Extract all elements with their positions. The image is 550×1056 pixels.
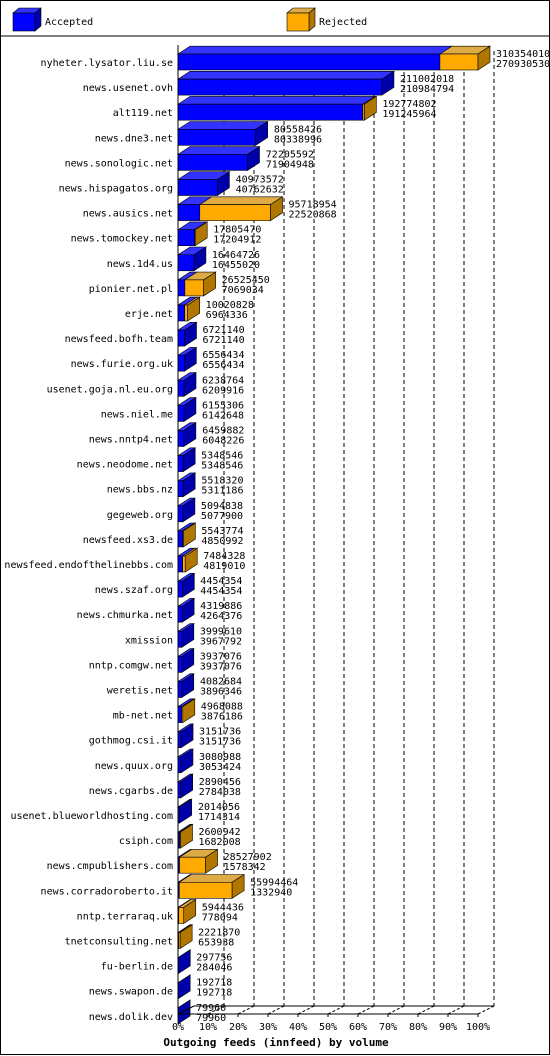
y-category-label: news.niel.me: [101, 409, 173, 420]
y-category-label: news.1d4.us: [107, 259, 173, 270]
legend-label-accepted: Accepted: [45, 17, 93, 28]
y-category-label: news.cgarbs.de: [89, 786, 173, 797]
value-label-offered: 2890456: [199, 777, 241, 788]
grid-floor-30: [268, 1006, 284, 1014]
value-label-accepted: 4819010: [203, 561, 245, 572]
bar-accepted-side: [181, 724, 193, 748]
value-label-accepted: 192718: [196, 988, 232, 999]
bar-accepted-side: [180, 799, 192, 823]
bar-group-newsfeed.endofthelinebbs.com: [178, 548, 197, 572]
bar-rejected: [185, 280, 204, 296]
value-label-offered: 40973572: [236, 175, 284, 186]
value-label-accepted: 6142648: [202, 410, 244, 421]
bar-accepted: [178, 280, 185, 296]
legend-swatch-accepted: [13, 13, 35, 31]
value-label-offered: 3151736: [199, 727, 241, 738]
bar-group-csiph.com: [178, 824, 193, 848]
bar-accepted: [178, 79, 382, 95]
bar-accepted: [178, 104, 363, 120]
x-tick-label: 30%: [259, 1022, 277, 1033]
bar-rejected: [440, 54, 478, 70]
y-category-label: newsfeed.endofthelinebbs.com: [4, 560, 173, 571]
x-tick-label: 80%: [409, 1022, 427, 1033]
x-tick-label: 60%: [349, 1022, 367, 1033]
y-category-label: alt119.net: [113, 108, 173, 119]
bar-accepted: [178, 506, 183, 522]
value-label-offered: 26525450: [222, 275, 270, 286]
y-category-label: nntp.comgw.net: [89, 660, 173, 671]
bar-group-xmission: [178, 624, 194, 648]
value-label-accepted: 653938: [198, 938, 234, 949]
y-category-label: fu-berlin.de: [101, 962, 173, 973]
value-label-accepted: 79960: [196, 1013, 226, 1024]
value-label-accepted: 3937076: [200, 661, 242, 672]
y-category-label: gothmog.csi.it: [89, 736, 173, 747]
y-category-label: news.nntp4.net: [89, 435, 173, 446]
bar-accepted: [178, 355, 184, 371]
bar-accepted-top: [178, 96, 375, 104]
feed-volume-chart: [1, 1, 550, 1056]
value-label-offered: 5094838: [201, 501, 243, 512]
value-label-accepted: 22520868: [289, 210, 337, 221]
bar-rejected-side: [180, 925, 192, 949]
x-tick-label: 20%: [229, 1022, 247, 1033]
bar-rejected-side: [181, 824, 193, 848]
legend: [1, 8, 550, 36]
value-label-offered: 4454354: [200, 576, 242, 587]
y-category-label: news.hispagatos.org: [59, 184, 173, 195]
value-label-offered: 6721140: [202, 325, 244, 336]
bar-group-news.hispagatos.org: [178, 172, 229, 196]
value-label-accepted: 1332940: [250, 887, 292, 898]
value-label-offered: 6155306: [202, 400, 244, 411]
bar-group-nntp.comgw.net: [178, 649, 194, 673]
bar-rejected: [183, 556, 186, 572]
bar-accepted: [178, 180, 217, 196]
y-category-label: news.usenet.ovh: [83, 83, 173, 94]
x-tick-label: 50%: [319, 1022, 337, 1033]
bar-accepted: [178, 154, 248, 170]
value-label-accepted: 4850992: [201, 536, 243, 547]
bar-accepted: [178, 255, 194, 271]
bar-group-newsfeed.xs3.de: [178, 523, 195, 547]
grid-floor-40: [298, 1006, 314, 1014]
bar-group-weretis.net: [178, 674, 194, 698]
value-label-offered: 5944436: [202, 902, 244, 913]
grid-floor-80: [418, 1006, 434, 1014]
bar-rejected: [180, 857, 206, 873]
value-label-offered: 6556434: [202, 350, 244, 361]
x-tick-label: 90%: [439, 1022, 457, 1033]
value-label-offered: 2221870: [198, 928, 240, 939]
bar-group-alt119.net: [178, 96, 376, 120]
bar-accepted: [178, 230, 195, 246]
value-label-offered: 3080988: [199, 752, 241, 763]
value-label-accepted: 3053424: [199, 762, 241, 773]
bar-group-news.ausics.net: [178, 197, 283, 221]
y-category-label: news.quux.org: [95, 761, 173, 772]
bar-accepted: [178, 129, 256, 145]
value-label-accepted: 3967792: [200, 636, 242, 647]
bar-accepted: [178, 405, 184, 421]
bar-accepted: [178, 531, 183, 547]
value-label-offered: 16464726: [212, 250, 260, 261]
value-label-offered: 79960: [196, 1003, 226, 1014]
x-tick-label: 40%: [289, 1022, 307, 1033]
y-category-label: newsfeed.xs3.de: [83, 535, 173, 546]
bar-group-news.corradoroberto.it: [178, 875, 244, 899]
labels: [4, 49, 550, 1024]
y-category-label: nntp.terraraq.uk: [77, 911, 173, 922]
bar-group-news.furie.org.uk: [178, 347, 196, 371]
bar-rejected: [200, 205, 271, 221]
value-label-accepted: 191245964: [382, 109, 436, 120]
y-category-label: news.tomockey.net: [71, 234, 173, 245]
value-label-accepted: 7069034: [222, 285, 264, 296]
bar-accepted-side: [182, 649, 194, 673]
bar-accepted-side: [178, 950, 190, 974]
value-label-offered: 297756: [196, 953, 232, 964]
value-label-offered: 4968088: [201, 702, 243, 713]
value-label-offered: 80558426: [274, 124, 322, 135]
value-label-accepted: 5311186: [201, 486, 243, 497]
bar-accepted-side: [178, 975, 190, 999]
x-tick-label: 100%: [466, 1022, 490, 1033]
value-label-accepted: 4264376: [200, 611, 242, 622]
bar-group-news.cmpublishers.com: [178, 849, 218, 873]
bar-accepted-side: [181, 774, 193, 798]
bar-accepted: [178, 631, 182, 647]
bar-group-usenet.blueworldhosting.com: [178, 799, 192, 823]
y-category-label: news.sonologic.net: [65, 158, 173, 169]
value-label-accepted: 80338996: [274, 134, 322, 145]
bar-group-usenet.goja.nl.eu.org: [178, 373, 196, 397]
y-category-label: usenet.blueworldhosting.com: [10, 811, 173, 822]
value-label-accepted: 6964336: [206, 310, 248, 321]
legend-label-rejected: Rejected: [319, 17, 367, 28]
value-label-accepted: 4454354: [200, 586, 242, 597]
bar-accepted-top: [178, 147, 260, 155]
y-category-label: news.neodome.net: [77, 460, 173, 471]
y-category-label: news.ausics.net: [83, 209, 173, 220]
value-label-offered: 55994464: [250, 877, 298, 888]
value-label-accepted: 1578342: [224, 862, 266, 873]
y-category-label: xmission: [125, 635, 173, 646]
value-label-accepted: 6721140: [202, 335, 244, 346]
y-category-label: pionier.net.pl: [89, 284, 173, 295]
y-category-label: erje.net: [125, 309, 173, 320]
value-label-offered: 72205592: [266, 149, 314, 160]
y-category-label: news.chmurka.net: [77, 610, 173, 621]
value-label-accepted: 2784038: [199, 787, 241, 798]
bar-group-news.bbs.nz: [178, 473, 195, 497]
bar-group-news.niel.me: [178, 398, 196, 422]
bar-accepted: [178, 305, 185, 321]
bar-group-news.usenet.ovh: [178, 71, 394, 95]
bar-group-news.tomockey.net: [178, 222, 207, 246]
value-label-offered: 7484328: [203, 551, 245, 562]
value-label-accepted: 5077900: [201, 511, 243, 522]
x-tick-label: 10%: [199, 1022, 217, 1033]
y-category-label: mb-net.net: [113, 711, 173, 722]
value-label-accepted: 210984794: [400, 84, 454, 95]
y-category-label: gegeweb.org: [107, 510, 173, 521]
bar-accepted: [178, 456, 183, 472]
y-category-label: tnetconsulting.net: [65, 937, 173, 948]
bar-accepted: [178, 581, 182, 597]
bar-accepted-side: [178, 1000, 190, 1024]
x-tick-label: 0%: [172, 1022, 184, 1033]
bar-group-nntp.terraraq.uk: [178, 900, 196, 924]
bar-group-gothmog.csi.it: [178, 724, 193, 748]
value-label-offered: 4319886: [200, 601, 242, 612]
value-label-accepted: 3151736: [199, 737, 241, 748]
value-label-offered: 4082684: [200, 677, 242, 688]
bar-group-gegeweb.org: [178, 498, 195, 522]
grid-floor-70: [388, 1006, 404, 1014]
bar-group-news.nntp4.net: [178, 423, 196, 447]
y-category-label: news.szaf.org: [95, 585, 173, 596]
bar-accepted-side: [182, 598, 194, 622]
bar-accepted: [178, 431, 184, 447]
bar-accepted: [178, 707, 182, 723]
y-category-label: news.dne3.net: [95, 133, 173, 144]
value-label-offered: 6459882: [202, 426, 244, 437]
bar-accepted: [178, 330, 184, 346]
bar-group-news.1d4.us: [178, 247, 206, 271]
bar-group-nyheter.lysator.liu.se: [178, 46, 490, 70]
value-label-offered: 5348546: [201, 451, 243, 462]
y-category-label: news.furie.org.uk: [71, 359, 173, 370]
bar-group-news.quux.org: [178, 749, 193, 773]
bar-accepted: [178, 380, 184, 396]
value-label-accepted: 6209916: [202, 385, 244, 396]
value-label-offered: 6238764: [202, 375, 244, 386]
value-label-offered: 3999610: [200, 626, 242, 637]
bar-group-news.neodome.net: [178, 448, 195, 472]
bar-rejected: [179, 907, 184, 923]
bar-accepted: [178, 481, 183, 497]
legend-swatch-rejected: [287, 13, 309, 31]
value-label-offered: 2014056: [198, 802, 240, 813]
x-tick-label: 70%: [379, 1022, 397, 1033]
bar-accepted: [178, 682, 182, 698]
value-label-offered: 3937076: [200, 651, 242, 662]
value-label-accepted: 6048226: [202, 436, 244, 447]
value-label-offered: 95718954: [289, 200, 337, 211]
bar-group-news.szaf.org: [178, 573, 194, 597]
bar-group-fu-berlin.de: [178, 950, 190, 974]
value-label-accepted: 3896346: [200, 687, 242, 698]
bar-accepted: [178, 606, 182, 622]
value-label-offered: 5518320: [201, 476, 243, 487]
bar-group-news.sonologic.net: [178, 147, 260, 171]
y-category-label: nyheter.lysator.liu.se: [41, 58, 173, 69]
bar-group-news.cgarbs.de: [178, 774, 193, 798]
grid-floor-50: [328, 1006, 344, 1014]
value-label-accepted: 1714314: [198, 812, 240, 823]
x-axis-title: Outgoing feeds (innfeed) by volume: [163, 1036, 389, 1049]
value-label-accepted: 778094: [202, 912, 238, 923]
bar-accepted: [178, 54, 440, 70]
y-category-label: news.bbs.nz: [107, 485, 173, 496]
value-label-accepted: 284046: [196, 963, 232, 974]
value-label-accepted: 3876186: [201, 712, 243, 723]
value-label-accepted: 270930530: [496, 59, 550, 70]
grid-floor-100: [478, 1006, 494, 1014]
value-label-accepted: 6556434: [202, 360, 244, 371]
value-label-accepted: 40762632: [236, 185, 284, 196]
value-label-offered: 211002018: [400, 74, 454, 85]
value-label-offered: 310354010: [496, 49, 550, 60]
value-label-offered: 17805470: [213, 225, 261, 236]
y-category-label: news.dolik.dev: [89, 1012, 173, 1023]
value-label-accepted: 5348546: [201, 461, 243, 472]
bar-accepted: [178, 556, 183, 572]
value-label-accepted: 16455020: [212, 260, 260, 271]
bar-accepted-top: [178, 122, 268, 130]
grid-floor-20: [238, 1006, 254, 1014]
grid-floor-60: [358, 1006, 374, 1014]
y-category-label: news.swapon.de: [89, 987, 173, 998]
bar-accepted-side: [181, 749, 193, 773]
bar-group-newsfeed.bofh.team: [178, 322, 196, 346]
bar-group-tnetconsulting.net: [178, 925, 192, 949]
bar-accepted-top: [178, 71, 394, 79]
bar-group-news.dne3.net: [178, 122, 268, 146]
bar-accepted: [178, 205, 200, 221]
value-label-offered: 192774802: [382, 99, 436, 110]
bar-rejected-top: [200, 197, 283, 205]
bar-group-news.dolik.dev: [178, 1000, 190, 1024]
value-label-offered: 28527902: [224, 852, 272, 863]
value-label-accepted: 1682008: [199, 837, 241, 848]
y-category-label: csiph.com: [119, 836, 173, 847]
grid-floor-90: [448, 1006, 464, 1014]
value-label-offered: 10020828: [206, 300, 254, 311]
y-category-label: newsfeed.bofh.team: [65, 334, 173, 345]
bar-rejected: [185, 305, 188, 321]
y-category-label: weretis.net: [107, 686, 173, 697]
value-label-accepted: 17204912: [213, 235, 261, 246]
bar-accepted-side: [182, 674, 194, 698]
value-label-accepted: 71904948: [266, 159, 314, 170]
bar-accepted-side: [182, 624, 194, 648]
value-label-offered: 5543774: [201, 526, 243, 537]
bar-group-erje.net: [178, 297, 200, 321]
bar-group-mb-net.net: [178, 699, 195, 723]
bar-accepted: [178, 656, 182, 672]
bar-group-news.chmurka.net: [178, 598, 194, 622]
y-category-label: usenet.goja.nl.eu.org: [47, 384, 173, 395]
bar-rejected: [179, 882, 232, 898]
y-category-label: news.cmpublishers.com: [47, 861, 173, 872]
bar-accepted-top: [178, 46, 452, 54]
y-category-label: news.corradoroberto.it: [41, 886, 173, 897]
bar-group-pionier.net.pl: [178, 272, 216, 296]
value-label-offered: 2600942: [199, 827, 241, 838]
bar-group-news.swapon.de: [178, 975, 190, 999]
value-label-offered: 192718: [196, 978, 232, 989]
